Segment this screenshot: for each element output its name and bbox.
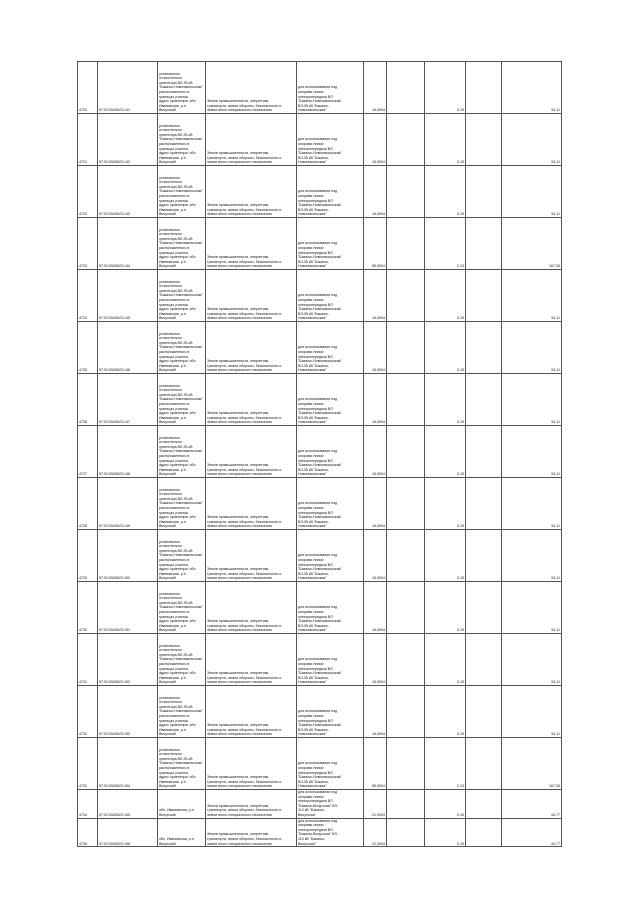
share-cell: 0,15 bbox=[425, 530, 466, 582]
permitted-use-cell: для использования под опорами линии электропередачи ВЛ "Бакалы-Новоникольская" ВЛ-35 кВ "Бакалы- Новоникольская" bbox=[297, 478, 364, 530]
cadastral-number-cell: 57:02:0540523:155 bbox=[98, 790, 158, 819]
share-cell: 0,15 bbox=[425, 686, 466, 738]
location-cell: установлено относительно ориентира ВЛ-35 кВ "Бакалы-Новоникольская" расположенного в границах участка адрес ориентира: обл. Ивановская, р-н Вичугский bbox=[158, 322, 206, 374]
share-cell: 0,15 bbox=[425, 270, 466, 322]
row-number-cell: 4732 bbox=[78, 686, 98, 738]
empty-cell bbox=[387, 62, 425, 114]
rate-cell: 54,11 bbox=[502, 270, 562, 322]
cadastral-number-cell: 57:02:0540523:143 bbox=[98, 166, 158, 218]
table-row bbox=[78, 478, 562, 530]
location-cell: установлено относительно ориентира ВЛ-35 кВ "Бакалы-Новоникольская" расположенного в границах участка адрес ориентира: обл. Ивановская, р-н Вичугский bbox=[158, 582, 206, 634]
land-category-cell: Земли промышленности, энергетики, транспорта, земли обороны, безопасности и земли иного специального назначения bbox=[206, 686, 297, 738]
location-cell: установлено относительно ориентира ВЛ-35 кВ "Бакалы-Новоникольская" расположенного в границах участка адрес ориентира: обл. Ивановская, р-н Вичугский bbox=[158, 530, 206, 582]
area-cell: 16,0004 bbox=[364, 270, 387, 322]
cadastral-number-cell: 57:02:0540523:148 bbox=[98, 426, 158, 478]
location-cell: установлено относительно ориентира ВЛ-35 кВ "Бакалы-Новоникольская" расположенного в границах участка адрес ориентира: обл. Ивановская, р-н Вичугский bbox=[158, 634, 206, 686]
empty-cell bbox=[387, 270, 425, 322]
row-number-cell: 4721 bbox=[78, 114, 98, 166]
cadastral-number-cell: 57:02:0540523:142 bbox=[98, 114, 158, 166]
location-cell: установлено относительно ориентира ВЛ-35 кВ "Бакалы-Новоникольская" расположенного в границах участка адрес ориентира: обл. Ивановская, р-н Вичугский bbox=[158, 270, 206, 322]
rate-cell: 54,11 bbox=[502, 478, 562, 530]
cadastral-number-cell: 57:02:0540523:153 bbox=[98, 686, 158, 738]
share-cell: 0,15 bbox=[425, 114, 466, 166]
empty-cell bbox=[387, 738, 425, 790]
cadastral-number-cell: 57:02:0540523:146 bbox=[98, 322, 158, 374]
land-parcels-table bbox=[77, 61, 562, 847]
rate-cell: 54,11 bbox=[502, 114, 562, 166]
share-cell: 0,15 bbox=[425, 478, 466, 530]
share-cell: 2,13 bbox=[425, 218, 466, 270]
rate-cell: 54,11 bbox=[502, 426, 562, 478]
permitted-use-cell: для использования под опорами линии электропередачи ВЛ "Бакалы-Новоникольская" ВЛ-35 кВ "Бакалы- Новоникольская" bbox=[297, 62, 364, 114]
empty-cell bbox=[387, 114, 425, 166]
permitted-use-cell: для использования под опорами линии электропередачи ВЛ "Бакалы-Новоникольская" ВЛ-35 кВ "Бакалы- Новоникольская" bbox=[297, 582, 364, 634]
rate-cell: 167,05 bbox=[502, 738, 562, 790]
area-cell: 65,0004 bbox=[364, 218, 387, 270]
row-number-cell: 4724 bbox=[78, 270, 98, 322]
rate-cell: 167,05 bbox=[502, 218, 562, 270]
area-cell: 16,0004 bbox=[364, 62, 387, 114]
area-cell: 16,0004 bbox=[364, 634, 387, 686]
share-cell: 2,13 bbox=[425, 738, 466, 790]
empty-cell bbox=[466, 270, 502, 322]
cadastral-number-cell: 57:02:0540523:150 bbox=[98, 530, 158, 582]
row-number-cell: 4720 bbox=[78, 62, 98, 114]
empty-cell bbox=[387, 530, 425, 582]
permitted-use-cell: для использования под опорами линии электропередачи ВЛ "Бакалы-Новоникольская" ВЛ-35 кВ "Бакалы- Новоникольская" bbox=[297, 114, 364, 166]
empty-cell bbox=[466, 790, 502, 819]
location-cell: установлено относительно ориентира ВЛ-35 кВ "Бакалы-Новоникольская" расположенного в границах участка адрес ориентира: обл. Ивановская, р-н Вичугский bbox=[158, 686, 206, 738]
rate-cell: 54,11 bbox=[502, 322, 562, 374]
empty-cell bbox=[387, 374, 425, 426]
empty-cell bbox=[466, 218, 502, 270]
empty-cell bbox=[466, 62, 502, 114]
cadastral-number-cell: 57:02:0540523:147 bbox=[98, 374, 158, 426]
permitted-use-cell: для использования под опорами линии электропередачи ВЛ "Бакалы-Вичугская" ВЛ- 110 кВ "Бакалы- Вичугская" bbox=[297, 790, 364, 819]
location-cell: установлено относительно ориентира ВЛ-35 кВ "Бакалы-Новоникольская" расположенного в границах участка адрес ориентира: обл. Ивановская, р-н Вичугский bbox=[158, 218, 206, 270]
empty-cell bbox=[466, 374, 502, 426]
row-number-cell: 4726 bbox=[78, 374, 98, 426]
table-row bbox=[78, 374, 562, 426]
empty-cell bbox=[387, 478, 425, 530]
location-cell: установлено относительно ориентира ВЛ-35 кВ "Бакалы-Новоникольская" расположенного в границах участка адрес ориентира: обл. Ивановская, р-н Вичугский bbox=[158, 114, 206, 166]
cadastral-number-cell: 57:02:0540523:141 bbox=[98, 62, 158, 114]
area-cell: 21,0004 bbox=[364, 818, 387, 847]
land-category-cell: Земли промышленности, энергетики, транспорта, земли обороны, безопасности и земли иного специального назначения bbox=[206, 790, 297, 819]
permitted-use-cell: для использования под опорами линии электропередачи ВЛ "Бакалы-Новоникольская" ВЛ-35 кВ "Бакалы- Новоникольская" bbox=[297, 270, 364, 322]
table-row bbox=[78, 582, 562, 634]
row-number-cell: 4734 bbox=[78, 790, 98, 819]
land-category-cell: Земли промышленности, энергетики, транспорта, земли обороны, безопасности и земли иного специального назначения bbox=[206, 322, 297, 374]
table-row bbox=[78, 114, 562, 166]
table-row bbox=[78, 738, 562, 790]
land-category-cell: Земли промышленности, энергетики, транспорта, земли обороны, безопасности и земли иного специального назначения bbox=[206, 818, 297, 847]
share-cell: 0,15 bbox=[425, 166, 466, 218]
empty-cell bbox=[466, 530, 502, 582]
land-category-cell: Земли промышленности, энергетики, транспорта, земли обороны, безопасности и земли иного специального назначения bbox=[206, 582, 297, 634]
row-number-cell: 4735 bbox=[78, 818, 98, 847]
area-cell: 16,0004 bbox=[364, 478, 387, 530]
land-category-cell: Земли промышленности, энергетики, транспорта, земли обороны, безопасности и земли иного специального назначения bbox=[206, 114, 297, 166]
empty-cell bbox=[387, 218, 425, 270]
location-cell: обл. Ивановская, р-н Вичугский bbox=[158, 818, 206, 847]
empty-cell bbox=[466, 166, 502, 218]
permitted-use-cell: для использования под опорами линии электропередачи ВЛ "Бакалы-Новоникольская" ВЛ-35 кВ "Бакалы- Новоникольская" bbox=[297, 166, 364, 218]
land-category-cell: Земли промышленности, энергетики, транспорта, земли обороны, безопасности и земли иного специального назначения bbox=[206, 478, 297, 530]
empty-cell bbox=[387, 426, 425, 478]
share-cell: 0,15 bbox=[425, 322, 466, 374]
permitted-use-cell: для использования под опорами линии электропередачи ВЛ "Бакалы-Новоникольская" ВЛ-35 кВ "Бакалы- Новоникольская" bbox=[297, 738, 364, 790]
rate-cell: 54,11 bbox=[502, 62, 562, 114]
permitted-use-cell: для использования под опорами линии электропередачи ВЛ "Бакалы-Новоникольская" ВЛ-35 кВ "Бакалы- Новоникольская" bbox=[297, 426, 364, 478]
empty-cell bbox=[466, 478, 502, 530]
land-category-cell: Земли промышленности, энергетики, транспорта, земли обороны, безопасности и земли иного специального назначения bbox=[206, 166, 297, 218]
table-row bbox=[78, 270, 562, 322]
table-row bbox=[78, 634, 562, 686]
empty-cell bbox=[466, 322, 502, 374]
area-cell: 16,0004 bbox=[364, 374, 387, 426]
rate-cell: 54,11 bbox=[502, 582, 562, 634]
empty-cell bbox=[466, 738, 502, 790]
empty-cell bbox=[387, 634, 425, 686]
permitted-use-cell: для использования под опорами линии электропередачи ВЛ "Бакалы-Новоникольская" ВЛ-35 кВ "Бакалы- Новоникольская" bbox=[297, 530, 364, 582]
share-cell: 0,15 bbox=[425, 374, 466, 426]
empty-cell bbox=[466, 634, 502, 686]
location-cell: установлено относительно ориентира ВЛ-35 кВ "Бакалы-Новоникольская" расположенного в границах участка адрес ориентира: обл. Ивановская, р-н Вичугский bbox=[158, 166, 206, 218]
row-number-cell: 4733 bbox=[78, 738, 98, 790]
share-cell: 0,15 bbox=[425, 62, 466, 114]
empty-cell bbox=[466, 426, 502, 478]
table-row bbox=[78, 790, 562, 819]
empty-cell bbox=[466, 818, 502, 847]
row-number-cell: 4725 bbox=[78, 322, 98, 374]
location-cell: обл. Ивановская, р-н Вичугский bbox=[158, 790, 206, 819]
cadastral-number-cell: 57:02:0540523:149 bbox=[98, 478, 158, 530]
cadastral-number-cell: 57:02:0540523:144 bbox=[98, 218, 158, 270]
rate-cell: 54,11 bbox=[502, 634, 562, 686]
empty-cell bbox=[387, 686, 425, 738]
land-category-cell: Земли промышленности, энергетики, транспорта, земли обороны, безопасности и земли иного специального назначения bbox=[206, 738, 297, 790]
location-cell: установлено относительно ориентира ВЛ-35 кВ "Бакалы-Новоникольская" расположенного в границах участка адрес ориентира: обл. Ивановская, р-н Вичугский bbox=[158, 478, 206, 530]
table-row bbox=[78, 686, 562, 738]
area-cell: 16,0004 bbox=[364, 114, 387, 166]
row-number-cell: 4727 bbox=[78, 426, 98, 478]
table-row bbox=[78, 530, 562, 582]
cadastral-number-cell: 57:02:0540523:145 bbox=[98, 270, 158, 322]
rate-cell: 54,11 bbox=[502, 374, 562, 426]
permitted-use-cell: для использования под опорами линии электропередачи ВЛ "Бакалы-Вичугская" ВЛ- 110 кВ "Бакалы- Вичугская" bbox=[297, 818, 364, 847]
share-cell: 0,15 bbox=[425, 790, 466, 819]
area-cell: 16,0004 bbox=[364, 582, 387, 634]
land-category-cell: Земли промышленности, энергетики, транспорта, земли обороны, безопасности и земли иного специального назначения bbox=[206, 426, 297, 478]
location-cell: установлено относительно ориентира ВЛ-35 кВ "Бакалы-Новоникольская" расположенного в границах участка адрес ориентира: обл. Ивановская, р-н Вичугский bbox=[158, 374, 206, 426]
permitted-use-cell: для использования под опорами линии электропередачи ВЛ "Бакалы-Новоникольская" ВЛ-35 кВ "Бакалы- Новоникольская" bbox=[297, 686, 364, 738]
row-number-cell: 4729 bbox=[78, 530, 98, 582]
area-cell: 16,0004 bbox=[364, 426, 387, 478]
rate-cell: 54,11 bbox=[502, 530, 562, 582]
share-cell: 0,15 bbox=[425, 634, 466, 686]
cadastral-number-cell: 57:02:0540523:152 bbox=[98, 634, 158, 686]
table-row bbox=[78, 62, 562, 114]
permitted-use-cell: для использования под опорами линии электропередачи ВЛ "Бакалы-Новоникольская" ВЛ-35 кВ "Бакалы- Новоникольская" bbox=[297, 218, 364, 270]
area-cell: 65,0004 bbox=[364, 738, 387, 790]
share-cell: 0,15 bbox=[425, 818, 466, 847]
land-category-cell: Земли промышленности, энергетики, транспорта, земли обороны, безопасности и земли иного специального назначения bbox=[206, 62, 297, 114]
rate-cell: 44,77 bbox=[502, 818, 562, 847]
cadastral-number-cell: 57:02:0540523:156 bbox=[98, 818, 158, 847]
row-number-cell: 4723 bbox=[78, 218, 98, 270]
empty-cell bbox=[387, 582, 425, 634]
permitted-use-cell: для использования под опорами линии электропередачи ВЛ "Бакалы-Новоникольская" ВЛ-35 кВ "Бакалы- Новоникольская" bbox=[297, 634, 364, 686]
permitted-use-cell: для использования под опорами линии электропередачи ВЛ "Бакалы-Новоникольская" ВЛ-35 кВ "Бакалы- Новоникольская" bbox=[297, 374, 364, 426]
empty-cell bbox=[466, 582, 502, 634]
empty-cell bbox=[466, 686, 502, 738]
cadastral-number-cell: 57:02:0540523:154 bbox=[98, 738, 158, 790]
permitted-use-cell: для использования под опорами линии электропередачи ВЛ "Бакалы-Новоникольская" ВЛ-35 кВ "Бакалы- Новоникольская" bbox=[297, 322, 364, 374]
table-row bbox=[78, 426, 562, 478]
location-cell: установлено относительно ориентира ВЛ-35 кВ "Бакалы-Новоникольская" расположенного в границах участка адрес ориентира: обл. Ивановская, р-н Вичугский bbox=[158, 62, 206, 114]
land-category-cell: Земли промышленности, энергетики, транспорта, земли обороны, безопасности и земли иного специального назначения bbox=[206, 634, 297, 686]
table-row bbox=[78, 818, 562, 847]
area-cell: 16,0004 bbox=[364, 166, 387, 218]
land-category-cell: Земли промышленности, энергетики, транспорта, земли обороны, безопасности и земли иного специального назначения bbox=[206, 218, 297, 270]
row-number-cell: 4722 bbox=[78, 166, 98, 218]
location-cell: установлено относительно ориентира ВЛ-35 кВ "Бакалы-Новоникольская" расположенного в границах участка адрес ориентира: обл. Ивановская, р-н Вичугский bbox=[158, 738, 206, 790]
share-cell: 0,15 bbox=[425, 426, 466, 478]
row-number-cell: 4730 bbox=[78, 582, 98, 634]
table-row bbox=[78, 218, 562, 270]
area-cell: 16,0004 bbox=[364, 530, 387, 582]
empty-cell bbox=[387, 790, 425, 819]
land-category-cell: Земли промышленности, энергетики, транспорта, земли обороны, безопасности и земли иного специального назначения bbox=[206, 530, 297, 582]
location-cell: установлено относительно ориентира ВЛ-35 кВ "Бакалы-Новоникольская" расположенного в границах участка адрес ориентира: обл. Ивановская, р-н Вичугский bbox=[158, 426, 206, 478]
area-cell: 16,0004 bbox=[364, 686, 387, 738]
area-cell: 21,0004 bbox=[364, 790, 387, 819]
rate-cell: 44,77 bbox=[502, 790, 562, 819]
empty-cell bbox=[387, 322, 425, 374]
area-cell: 16,0004 bbox=[364, 322, 387, 374]
table-row bbox=[78, 322, 562, 374]
rate-cell: 54,11 bbox=[502, 686, 562, 738]
empty-cell bbox=[466, 114, 502, 166]
land-category-cell: Земли промышленности, энергетики, транспорта, земли обороны, безопасности и земли иного специального назначения bbox=[206, 374, 297, 426]
table-row bbox=[78, 166, 562, 218]
empty-cell bbox=[387, 818, 425, 847]
rate-cell: 54,11 bbox=[502, 166, 562, 218]
share-cell: 0,15 bbox=[425, 582, 466, 634]
empty-cell bbox=[387, 166, 425, 218]
row-number-cell: 4731 bbox=[78, 634, 98, 686]
cadastral-number-cell: 57:02:0540523:151 bbox=[98, 582, 158, 634]
land-category-cell: Земли промышленности, энергетики, транспорта, земли обороны, безопасности и земли иного специального назначения bbox=[206, 270, 297, 322]
row-number-cell: 4728 bbox=[78, 478, 98, 530]
